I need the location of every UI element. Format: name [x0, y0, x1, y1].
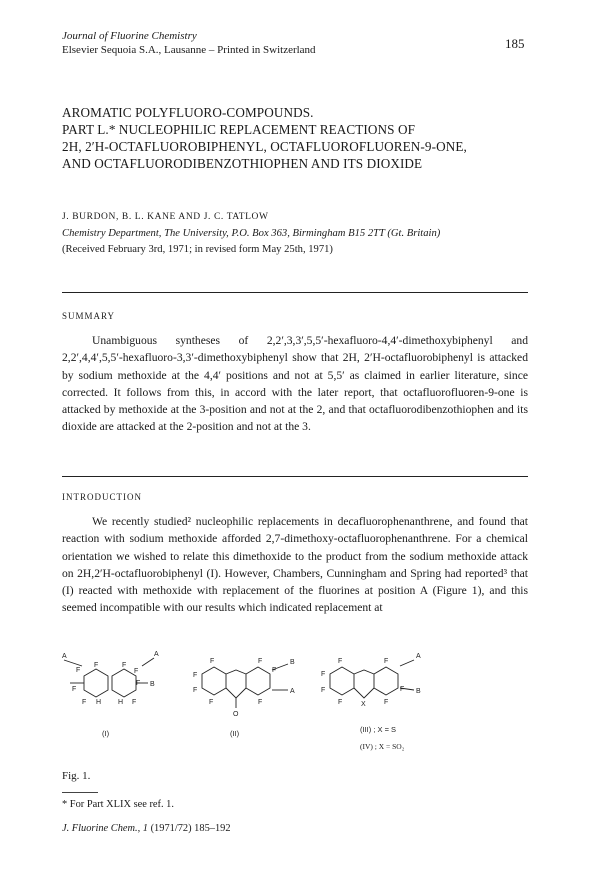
compound-1-label: (I): [102, 729, 110, 738]
compound-3-label: (III) ; X = S: [360, 725, 397, 734]
compound-1-f-6: F: [72, 686, 77, 693]
compound-1-h-1: H: [96, 699, 102, 706]
compound-2-f-1: F: [210, 658, 215, 665]
compound-2-f-5: F: [193, 687, 198, 694]
compound-3-f-1: F: [338, 658, 343, 665]
publisher-line: Elsevier Sequoia S.A., Lausanne – Printed in Switzerland: [62, 44, 316, 56]
compound-3-ring-right: [374, 667, 398, 695]
compound-3-ring-left: [330, 667, 354, 695]
compound-3-a: A: [416, 653, 421, 660]
footnote-rule: [62, 792, 98, 793]
affiliation: Chemistry Department, The University, P.O. Box 363, Birmingham B15 2TT (Gt. Britain): [62, 228, 441, 239]
page-number: 185: [505, 36, 525, 51]
compound-2-a: A: [290, 688, 295, 695]
figure-caption: Fig. 1.: [62, 770, 91, 782]
compound-3-f-7: F: [384, 699, 389, 706]
summary-text: Unambiguous syntheses of 2,2′,3,3′,5,5′-hexafluoro-4,4′-dimethoxybiphenyl and 2,2′,4,4′,5,5′-hexafluoro-3,3′-dimethoxybiphenyl show that 2H, 2′H-octafluorobiphenyl is attacked by sodium methoxide at the 4,4′ positions and not at 5,5′ as claimed in earlier literature, since corrected. It follows from this, in accord with the later report, that octafluorofluoren-9-one is attacked by methoxide at the 3-position and not at the 2, and that octafluorodibenzothiophen and its dioxide are attacked at the 2-position and not at the 3.: [62, 334, 528, 434]
title-line-2: PART L.* NUCLEOPHILIC REPLACEMENT REACTIONS OF: [62, 122, 416, 137]
summary-bottom-rule: [62, 476, 528, 477]
compound-2-f-4: F: [272, 667, 277, 674]
compound-1-ring-right: [112, 668, 139, 697]
compound-2-ring-right: [246, 667, 270, 695]
introduction-text: We recently studied² nucleophilic replacements in decafluorophenanthrene, and found that reaction with sodium methoxide afforded 2,7-dimethoxy-octafluorophenanthrene. For a chemical orientation we wished to relate this dimethoxide to the product from the sodium methoxide attack on 2H,2′H-octafluorobiphenyl (I). However, Chambers, Cunningham and Spring had reported³ that (I) reacted with methoxide with replacement of the fluorines at position A (Figure 1), and this seemed incompatible with our results which indicated replacement at: [62, 515, 528, 615]
compound-2-b: B: [290, 659, 295, 666]
citation-details: (1971/72) 185–192: [148, 823, 231, 834]
compound-1-f-3: F: [122, 662, 127, 669]
compound-2-five-ring: [226, 670, 246, 674]
compound-4-label: (IV) ; X = SO₂: [360, 742, 405, 751]
authors: J. BURDON, B. L. KANE AND J. C. TATLOW: [62, 212, 269, 222]
compound-2-label: (II): [230, 729, 240, 738]
summary-heading: SUMMARY: [62, 311, 116, 321]
compound-2-ring-left: [202, 667, 226, 695]
compound-3-x: X: [361, 701, 366, 708]
summary-paragraph: [62, 332, 528, 436]
compound-2-o: O: [233, 711, 239, 718]
compound-1-f-7: F: [82, 699, 87, 706]
introduction-heading: INTRODUCTION: [62, 492, 142, 502]
compound-3-f-2: F: [384, 658, 389, 665]
title-line-4: AND OCTAFLUORODIBENZOTHIOPHEN AND ITS DIOXIDE: [62, 156, 423, 171]
compound-1-f-8: F: [132, 699, 137, 706]
received-date: (Received February 3rd, 1971; in revised form May 25th, 1971): [62, 244, 333, 255]
compound-1-f-1: F: [76, 667, 81, 674]
summary-top-rule: [62, 292, 528, 293]
introduction-paragraph: [62, 513, 528, 617]
title-line-3: 2H, 2′H-OCTAFLUOROBIPHENYL, OCTAFLUOROFLUOREN-9-ONE,: [62, 139, 467, 154]
figure-1-structures: [62, 646, 528, 742]
compound-1-f-2: F: [94, 662, 99, 669]
citation-journal: J. Fluorine Chem., 1: [62, 823, 148, 834]
compound-1-ring-left: [84, 669, 108, 697]
compound-1-pos-a-right: A: [154, 651, 159, 658]
compound-1-f-5: F: [136, 680, 141, 687]
journal-citation: [62, 823, 231, 834]
article-title: [62, 104, 467, 172]
journal-name: Journal of Fluorine Chemistry: [62, 30, 197, 42]
compound-2-f-2: F: [258, 658, 263, 665]
compound-3-f-4: F: [321, 687, 326, 694]
compound-1-f-4: F: [134, 668, 139, 675]
compound-3-b: B: [416, 688, 421, 695]
compound-3-f-3: F: [321, 671, 326, 678]
compound-3-f-6: F: [338, 699, 343, 706]
title-line-1: AROMATIC POLYFLUORO-COMPOUNDS.: [62, 105, 314, 120]
compound-2-f-6: F: [209, 699, 214, 706]
compound-1-pos-a-left: A: [62, 653, 67, 660]
compound-3-f-5: F: [400, 686, 405, 693]
compound-1-b-right: B: [150, 681, 155, 688]
footnote: * For Part XLIX see ref. 1.: [62, 799, 174, 810]
compound-2-f-3: F: [193, 672, 198, 679]
compound-2-f-7: F: [258, 699, 263, 706]
compound-1-h-2: H: [118, 699, 124, 706]
